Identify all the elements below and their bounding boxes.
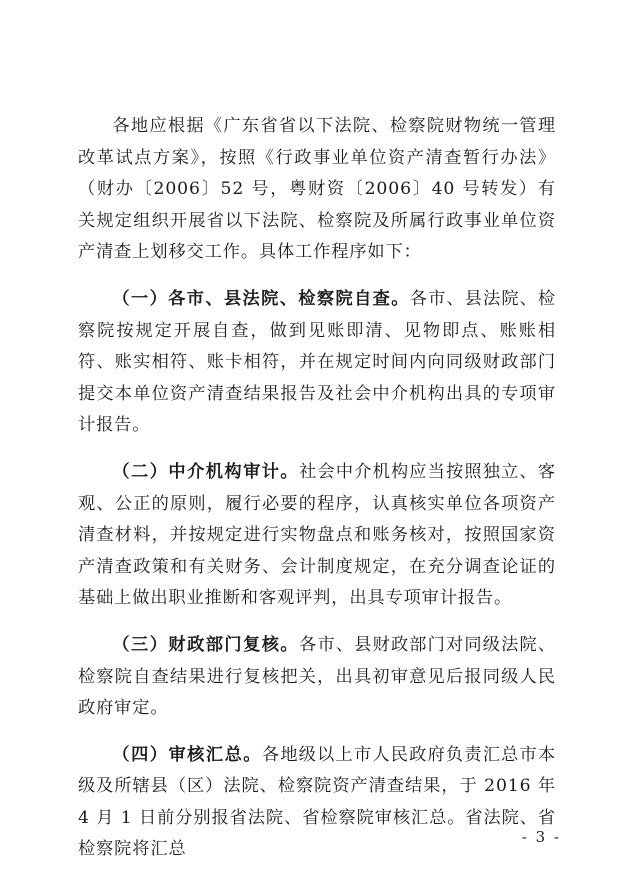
- section-heading-4: （四）审核汇总。: [112, 744, 262, 765]
- section-body-3: 各市、县财政部门对同级法院、检察院自查结果进行复核把关，出具初审意见后报同级人民政府审定。: [78, 634, 556, 719]
- page-number: - 3 -: [521, 828, 561, 846]
- intro-paragraph: [78, 111, 556, 269]
- section-paragraph-2: [78, 457, 556, 615]
- section-paragraph-4: [78, 740, 556, 866]
- section-heading-2: （二）中介机构审计。: [112, 461, 300, 482]
- section-body-4: 各地级以上市人民政府负责汇总市本级及所辖县（区）法院、检察院资产清查结果，于 2016 年 4 月 1 日前分别报省法院、省检察院审核汇总。省法院、省检察院将汇总: [78, 744, 556, 860]
- section-body-1: 各市、县法院、检察院按规定开展自查，做到见账即清、见物即点、账账相符、账实相符、账卡相符，并在规定时间内向同级财政部门提交本单位资产清查结果报告及社会中介机构出具的专项审计报告。: [78, 288, 557, 436]
- section-heading-1: （一）各市、县法院、检察院自查。: [112, 288, 410, 309]
- section-paragraph-3: [78, 630, 556, 725]
- section-body-2: 社会中介机构应当按照独立、客观、公正的原则，履行必要的程序，认真核实单位各项资产清查材料，并按规定进行实物盘点和账务核对，按照国家资产清查政策和有关财务、会计制度规定，在充分调查论证的基础上做出职业推断和客观评判，出具专项审计报告。: [78, 461, 556, 609]
- intro-text: 各地应根据《广东省省以下法院、检察院财物统一管理改革试点方案》，按照《行政事业单位资产清查暂行办法》（财办〔2006〕52 号，粤财资〔2006〕40 号转发）有关规定组织开展省以下法院、检察院及所属行政事业单位资产清查上划移交工作。具体工作程序如下：: [78, 116, 556, 263]
- section-heading-3: （三）财政部门复核。: [112, 634, 300, 655]
- document-body: [78, 111, 556, 866]
- section-paragraph-1: [78, 284, 556, 442]
